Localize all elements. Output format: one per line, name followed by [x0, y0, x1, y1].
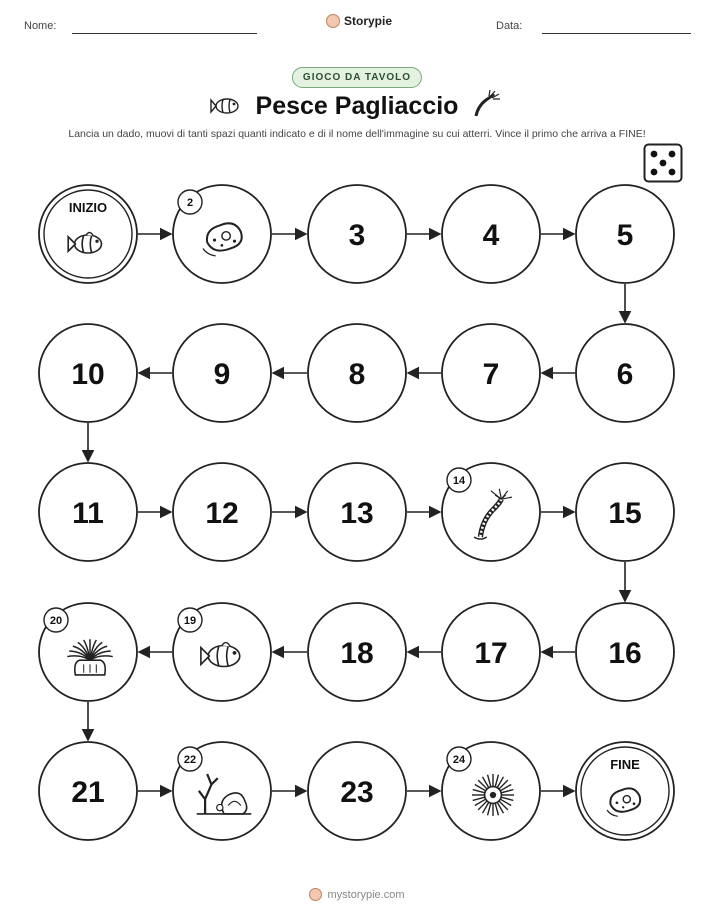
space-number: 23 — [340, 776, 374, 809]
space-number: 22 — [183, 754, 197, 766]
board-space[interactable] — [39, 603, 137, 701]
space-number: 24 — [452, 754, 466, 766]
board-space[interactable] — [576, 742, 674, 840]
board-space[interactable] — [442, 463, 540, 561]
board-space[interactable] — [173, 742, 271, 840]
brand-name: Storypie — [344, 14, 393, 28]
space-label: FINE — [610, 757, 640, 772]
space-number: 18 — [340, 637, 374, 670]
space-number: 15 — [608, 497, 642, 530]
space-number: 6 — [616, 358, 634, 391]
board-space[interactable] — [173, 603, 271, 701]
board-space[interactable] — [308, 185, 406, 283]
space-number: 21 — [71, 776, 105, 809]
space-label: INIZIO — [68, 200, 108, 215]
space-number: 9 — [213, 358, 231, 391]
board-space[interactable] — [576, 324, 674, 422]
date-label: Data: — [496, 20, 523, 32]
space-number: 16 — [608, 637, 642, 670]
space-number: 2 — [186, 197, 194, 209]
game-type-badge: GIOCO DA TAVOLO — [292, 67, 422, 88]
board-space[interactable] — [442, 742, 540, 840]
page-title: Pesce Pagliaccio — [255, 92, 459, 120]
board-space[interactable] — [39, 463, 137, 561]
board-space[interactable] — [39, 185, 137, 283]
board-space[interactable] — [308, 324, 406, 422]
sea-urchin-icon — [472, 774, 514, 816]
space-number: 19 — [183, 615, 197, 627]
board-space[interactable] — [576, 463, 674, 561]
board-space[interactable] — [576, 185, 674, 283]
footer-url[interactable]: mystorypie.com — [327, 888, 405, 901]
instructions: Lancia un dado, muovi di tanti spazi quanti indicato e di il nome dell'immagine su cui atterri. Vince il primo che arriva a FINE! — [68, 128, 646, 140]
name-label: Nome: — [24, 20, 57, 32]
space-number: 12 — [205, 497, 239, 530]
space-number: 13 — [340, 497, 374, 530]
board-space[interactable] — [576, 603, 674, 701]
board-spaces — [39, 185, 674, 840]
board-space[interactable] — [442, 603, 540, 701]
space-number: 3 — [348, 219, 366, 252]
board-space[interactable] — [173, 185, 271, 283]
space-number: 4 — [482, 219, 500, 252]
space-number: 7 — [482, 358, 500, 391]
space-number: 10 — [71, 358, 105, 391]
board-space[interactable] — [442, 185, 540, 283]
space-number: 8 — [348, 358, 366, 391]
space-number: 14 — [452, 475, 466, 487]
board-space[interactable] — [308, 603, 406, 701]
bear-logo-icon — [309, 888, 322, 901]
board-space[interactable] — [173, 324, 271, 422]
board-space[interactable] — [308, 463, 406, 561]
board-space[interactable] — [39, 742, 137, 840]
footer — [0, 888, 714, 901]
space-number: 17 — [474, 637, 508, 670]
space-number: 11 — [72, 497, 104, 530]
board-space[interactable] — [442, 324, 540, 422]
space-number: 5 — [616, 219, 634, 252]
board-space[interactable] — [173, 463, 271, 561]
board-space[interactable] — [308, 742, 406, 840]
board-space[interactable] — [39, 324, 137, 422]
space-number: 20 — [49, 615, 63, 627]
